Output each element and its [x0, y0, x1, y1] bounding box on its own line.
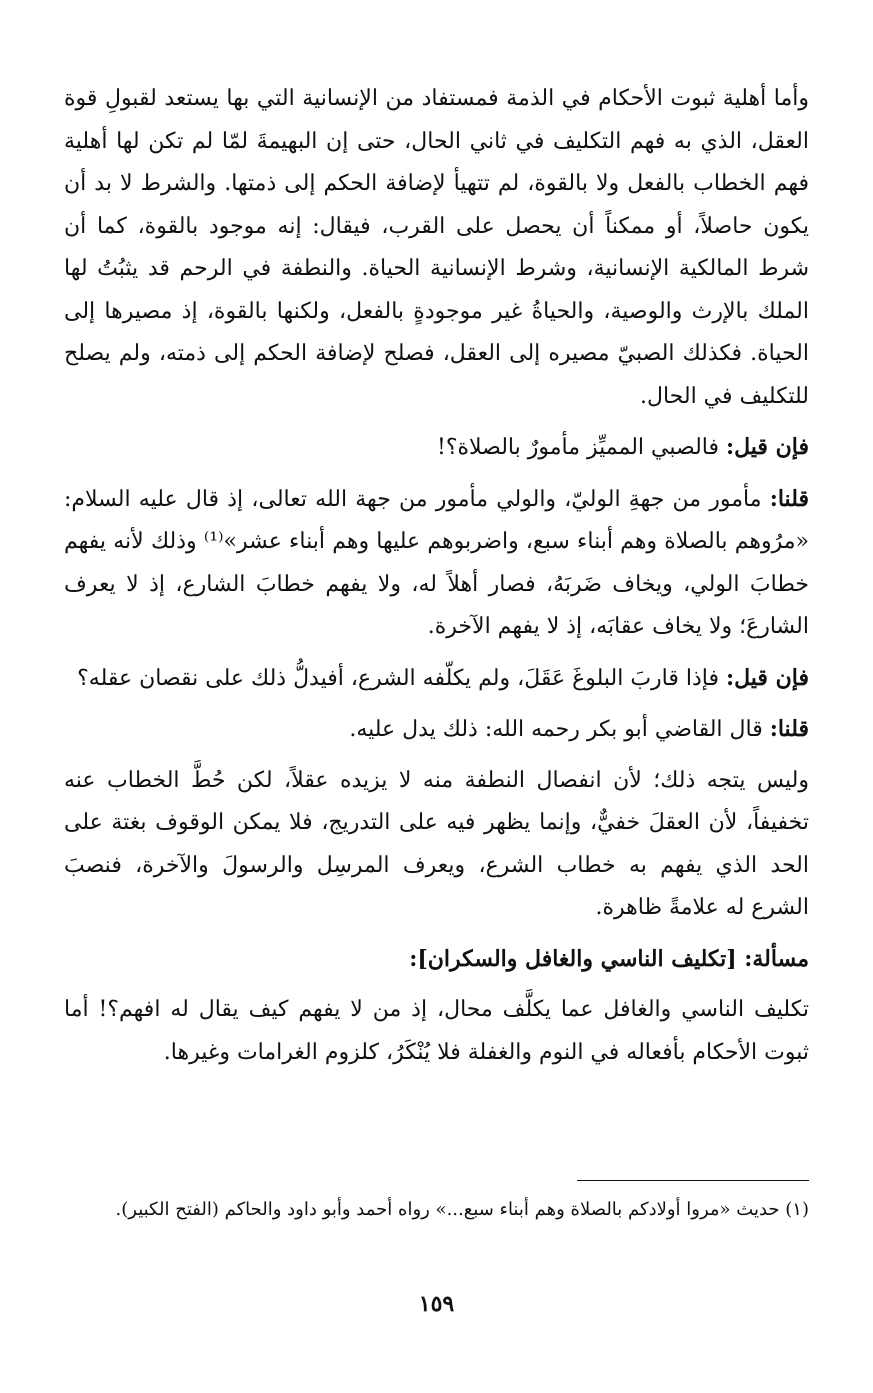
paragraph-text: فإذا قاربَ البلوغَ عَقَلَ، ولم يكلّفه الشرع، أفيدلُّ ذلك على نقصان عقله؟: [77, 665, 727, 691]
paragraph: [64, 657, 809, 701]
footnote: [64, 1193, 809, 1226]
paragraph-text: تكليف الناسي والغافل عما يكلَّف محال، إذ من لا يفهم كيف يقال له افهم؟! أما ثبوت الأحكام بأفعاله في النوم والغفلة فلا يُنْكَرُ، كلزوم الغرامات وغيرها.: [64, 997, 809, 1065]
paragraph-lead: فإن قيل:: [726, 434, 809, 460]
paragraph: [64, 708, 809, 752]
paragraph-text: فالصبي المميِّز مأمورٌ بالصلاة؟!: [436, 435, 727, 460]
paragraph-lead: قلنا:: [769, 485, 809, 512]
paragraph: [64, 989, 809, 1074]
paragraph-text: مأمور من جهةِ الوليّ، والولي مأمور من جهة الله تعالى، إذ قال عليه السلام: «مرُوهم بالصلاة وهم أبناء سبع، واضربوهم عليها وهم أبناء عشر»⁽¹⁾ وذلك لأنه يفهم خطابَ الولي، ويخاف ضَربَهُ، فصار أهلاً له، ولا يفهم خطابَ الشارع، إذ لا يعرف الشارعَ؛ ولا يخاف عقابَه، إذ لا يفهم الآخرة.: [64, 486, 810, 639]
paragraph: [64, 426, 809, 470]
footnote-text: حديث «مروا أولادكم بالصلاة وهم أبناء سبع...» رواه أحمد وأبو داود والحاكم (الفتح الكبير).: [115, 1199, 780, 1220]
section-heading: [64, 938, 809, 982]
footnote-divider: [577, 1180, 809, 1181]
paragraph: [64, 760, 809, 930]
paragraph: [64, 478, 809, 649]
page-number: ١٥٩: [418, 1291, 455, 1317]
paragraph: [64, 78, 809, 418]
paragraph-text: قال القاضي أبو بكر رحمه الله: ذلك يدل عليه.: [349, 717, 770, 742]
paragraph-lead: فإن قيل:: [726, 664, 809, 691]
paragraph-lead: قلنا:: [769, 716, 809, 742]
paragraph-text: وليس يتجه ذلك؛ لأن انفصال النطفة منه لا يزيده عقلاً، لكن حُطَّ الخطاب عنه تخفيفاً، لأن العقلَ خفيٌّ، وإنما يظهر فيه على التدريج، فلا يمكن الوقوف بغتة على الحد الذي يفهم به خطاب الشرع، ويعرف المرسِل والرسولَ والآخرة، فنصبَ الشرع له علامةً ظاهرة.: [64, 767, 809, 920]
body-text: [64, 78, 809, 1074]
footnote-marker: (١): [785, 1199, 809, 1220]
section-heading-text: مسألة: [تكليف الناسي والغافل والسكران]:: [409, 945, 809, 972]
paragraph-text: وأما أهلية ثبوت الأحكام في الذمة فمستفاد من الإنسانية التي بها يستعد لقبولِ قوة العقل، الذي به فهم التكليف في ثاني الحال، حتى إن البهيمةَ لمّا لم تكن لها أهلية فهم الخطاب بالفعل ولا بالقوة، لم تتهيأ لإضافة الحكم إلى ذمتها. والشرط لا بد أن يكون حاصلاً، أو ممكناً أن يحصل على القرب، فيقال: إنه موجود بالقوة، كما أن شرط المالكية الإنسانية، وشرط الإنسانية الحياة. والنطفة في الرحم قد يثبُتُ لها الملك بالإرث والوصية، والحياةُ غير موجودةٍ بالفعل، ولكنها بالقوة، إذ مصيرها إلى الحياة. فكذلك الصبيّ مصيره إلى العقل، فصلح لإضافة الحكم إلى ذمته، ولم يصلح للتكليف في الحال.: [64, 86, 809, 409]
